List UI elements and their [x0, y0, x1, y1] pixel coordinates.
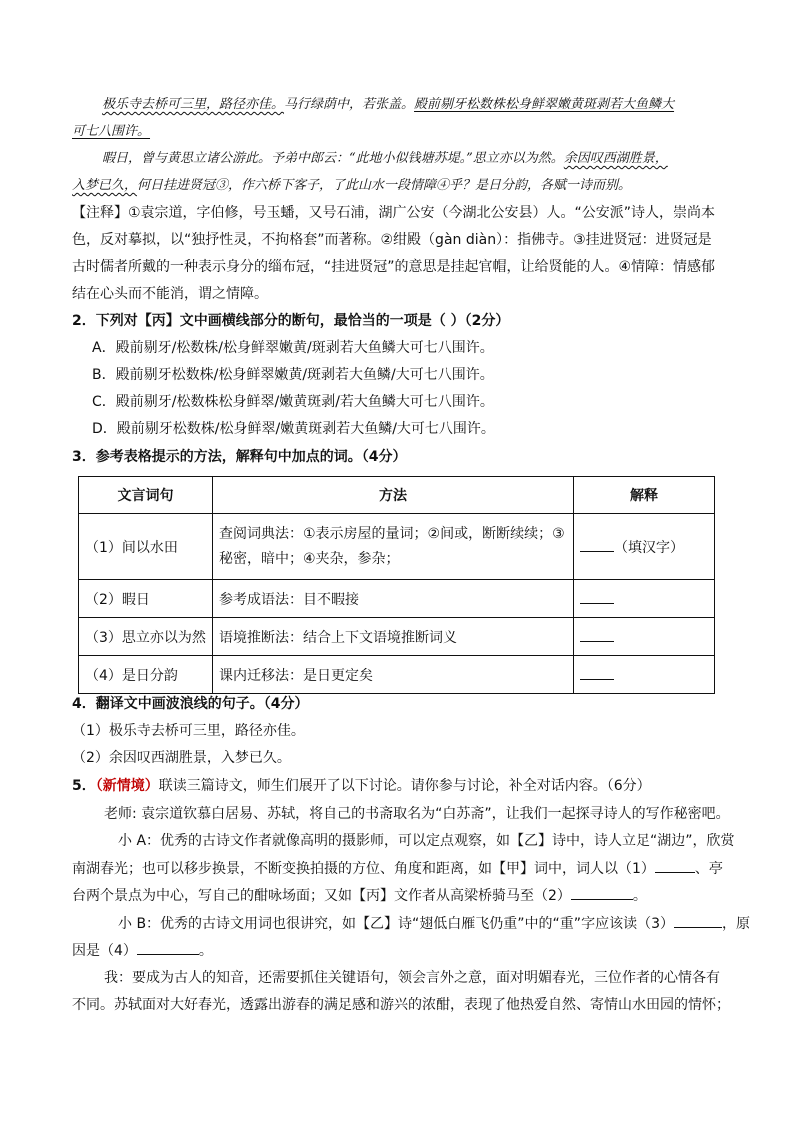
- question-2-option-b: B．殿前剔牙松数株/松身鲜翠嫩黄/斑剥若大鱼鳞/大可七八围许。: [92, 367, 494, 383]
- blank-1[interactable]: [655, 858, 695, 873]
- question-5-stem: [72, 776, 651, 796]
- table-cell-phrase: （2）暇日: [79, 580, 213, 618]
- wavy-sentence-1: 极乐寺去桥可三里，路径亦佳。: [102, 97, 285, 112]
- question-2-stem: 2．下列对【丙】文中画横线部分的断句，最恰当的一项是（ ）（2分）: [72, 313, 510, 329]
- question-3-stem: 3．参考表格提示的方法，解释句中加点的词。（4分）: [72, 449, 407, 465]
- student-b-text-end: 。: [198, 943, 213, 959]
- new-context-tag: （新情境）: [95, 778, 159, 794]
- table-cell-method: [213, 514, 574, 580]
- passage-text: 何日挂进贤冠③，作六桥下客子，了此山水一段情障④乎？是日分韵，各赋一诗而别。: [137, 178, 632, 193]
- blank-4[interactable]: [137, 940, 199, 955]
- blank-2[interactable]: [571, 885, 633, 900]
- answer-note: （填汉字）: [614, 539, 684, 556]
- method-table: [78, 476, 715, 694]
- table-cell-phrase: （4）是日分韵: [79, 656, 213, 694]
- answer-blank[interactable]: [580, 627, 614, 642]
- notes-line-2: 色，反对摹拟，以“独抒性灵，不拘格套”而著称。②绀殿（gàn diàn）：指佛寺。③挂进贤冠：进贤冠是: [72, 232, 712, 248]
- method-line: 查阅词典法：①表示房屋的量词；②间或，断断续续；③: [219, 525, 565, 542]
- student-a-text: 台两个景点为中心，写自己的酣咏场面；又如【丙】文作者从高梁桥骑马至（2）: [72, 888, 571, 904]
- blank-3[interactable]: [674, 913, 722, 928]
- table-cell-method: 语境推断法：结合上下文语境推断词义: [213, 618, 574, 656]
- wavy-sentence-2-end: 入梦已久，: [72, 178, 138, 193]
- table-cell-method: 课内迁移法：是日更定矣: [213, 656, 574, 694]
- student-b-text-end: ，原: [721, 916, 750, 932]
- student-a-text-end: 、亭: [694, 861, 723, 877]
- table-header-phrase: 文言词句: [79, 477, 213, 514]
- student-b-text: 因是（4）: [72, 943, 137, 959]
- passage-text: 马行绿荫中，若张盖。: [284, 97, 415, 112]
- passage-line-1: [102, 95, 674, 115]
- answer-blank[interactable]: [580, 537, 614, 552]
- table-cell-phrase: （1）间以水田: [79, 514, 213, 580]
- table-cell-answer[interactable]: [574, 580, 715, 618]
- wavy-sentence-2: 余因叹西湖胜景，: [563, 151, 668, 166]
- table-header-method: 方法: [213, 477, 574, 514]
- teacher-line: 老师: 袁宗道钦慕白居易、苏轼，将自己的书斋取名为“白苏斋”，让我们一起探寻诗人的写作秘密吧。: [104, 806, 730, 822]
- passage-text: 暇日，曾与黄思立诸公游此。予弟中郎云：“此地小似钱塘苏堤。”思立亦以为然。: [102, 151, 564, 166]
- student-a-text-end: 。: [632, 888, 647, 904]
- me-line-2: 不同。苏轼面对大好春光，透露出游春的满足感和游兴的浓酣，表现了他热爱自然、寄情山水田园的情怀；: [72, 997, 730, 1013]
- notes-line-1: 【注释】①袁宗道，字伯修，号玉蟠，又号石浦，湖广公安（今湖北公安县）人。“公安派”诗人，崇尚本: [72, 205, 716, 221]
- underlined-sentence-end: 可七八围许。: [72, 124, 151, 139]
- passage-line-3: [102, 149, 668, 169]
- question-4-stem: 4．翻译文中画波浪线的句子。（4分）: [72, 696, 309, 712]
- me-line-1: 我：要成为古人的知音，还需要抓住关键语句，领会言外之意，面对明媚春光，三位作者的心情各有: [104, 970, 720, 986]
- table-cell-answer[interactable]: [574, 514, 715, 580]
- answer-blank[interactable]: [580, 665, 614, 680]
- notes-line-3: 古时儒者所戴的一种表示身分的缁布冠，“挂进贤冠”的意思是挂起官帽，让给贤能的人。④情障：情感郁: [72, 259, 716, 275]
- question-2-option-d: D．殿前剔牙松数株/松身鲜翠/嫩黄斑剥若大鱼鳞/大可七八围许。: [92, 421, 495, 437]
- question-5-text: 联读三篇诗文，师生们展开了以下讨论。请你参与讨论，补全对话内容。（6分）: [158, 778, 651, 794]
- student-a-line-2: [72, 858, 723, 879]
- question-4-item-1: （1）极乐寺去桥可三里，路径亦佳。: [72, 723, 305, 739]
- question-2-option-c: C．殿前剔牙/松数株松身鲜翠/嫩黄斑剥/若大鱼鳞大可七八围许。: [92, 394, 494, 410]
- table-row: [79, 514, 715, 580]
- table-row: [79, 618, 715, 656]
- student-b-line-1: [118, 913, 750, 934]
- table-row: [79, 580, 715, 618]
- table-header-answer: 解释: [574, 477, 715, 514]
- notes-line-4: 结在心头而不能消，谓之情障。: [72, 286, 268, 302]
- table-cell-phrase: （3）思立亦以为然: [79, 618, 213, 656]
- student-a-text: 南湖春光；也可以移步换景，不断变换拍摄的方位、角度和距离，如【甲】词中，词人以（1）: [72, 861, 655, 877]
- question-4-item-2: （2）余因叹西湖胜景，入梦已久。: [72, 750, 291, 766]
- passage-line-4: [72, 176, 631, 196]
- table-cell-answer[interactable]: [574, 656, 715, 694]
- question-2-option-a: A．殿前剔牙/松数株/松身鲜翠嫩黄/斑剥若大鱼鳞大可七八围许。: [92, 340, 494, 356]
- student-a-line-3: [72, 885, 647, 906]
- underlined-sentence: 殿前剔牙松数株松身鲜翠嫩黄斑剥若大鱼鳞大: [414, 97, 675, 112]
- student-a-line-1: 小 A：优秀的古诗文作者就像高明的摄影师，可以定点观察，如【乙】诗中，诗人立足“湖边”，欣赏: [118, 833, 735, 849]
- table-cell-answer[interactable]: [574, 618, 715, 656]
- answer-blank[interactable]: [580, 589, 614, 604]
- student-b-line-2: [72, 940, 213, 961]
- passage-line-2: [72, 122, 150, 142]
- question-5-number: 5．: [72, 778, 96, 794]
- table-header-row: [79, 477, 715, 514]
- table-cell-method: 参考成语法：目不暇接: [213, 580, 574, 618]
- table-row: [79, 656, 715, 694]
- student-b-text: 小 B：优秀的古诗文用词也很讲究，如【乙】诗“翅低白雁飞仍重”中的“重”字应该读（3）: [118, 916, 674, 932]
- method-line: 秘密，暗中；④夹杂，参杂；: [219, 550, 400, 567]
